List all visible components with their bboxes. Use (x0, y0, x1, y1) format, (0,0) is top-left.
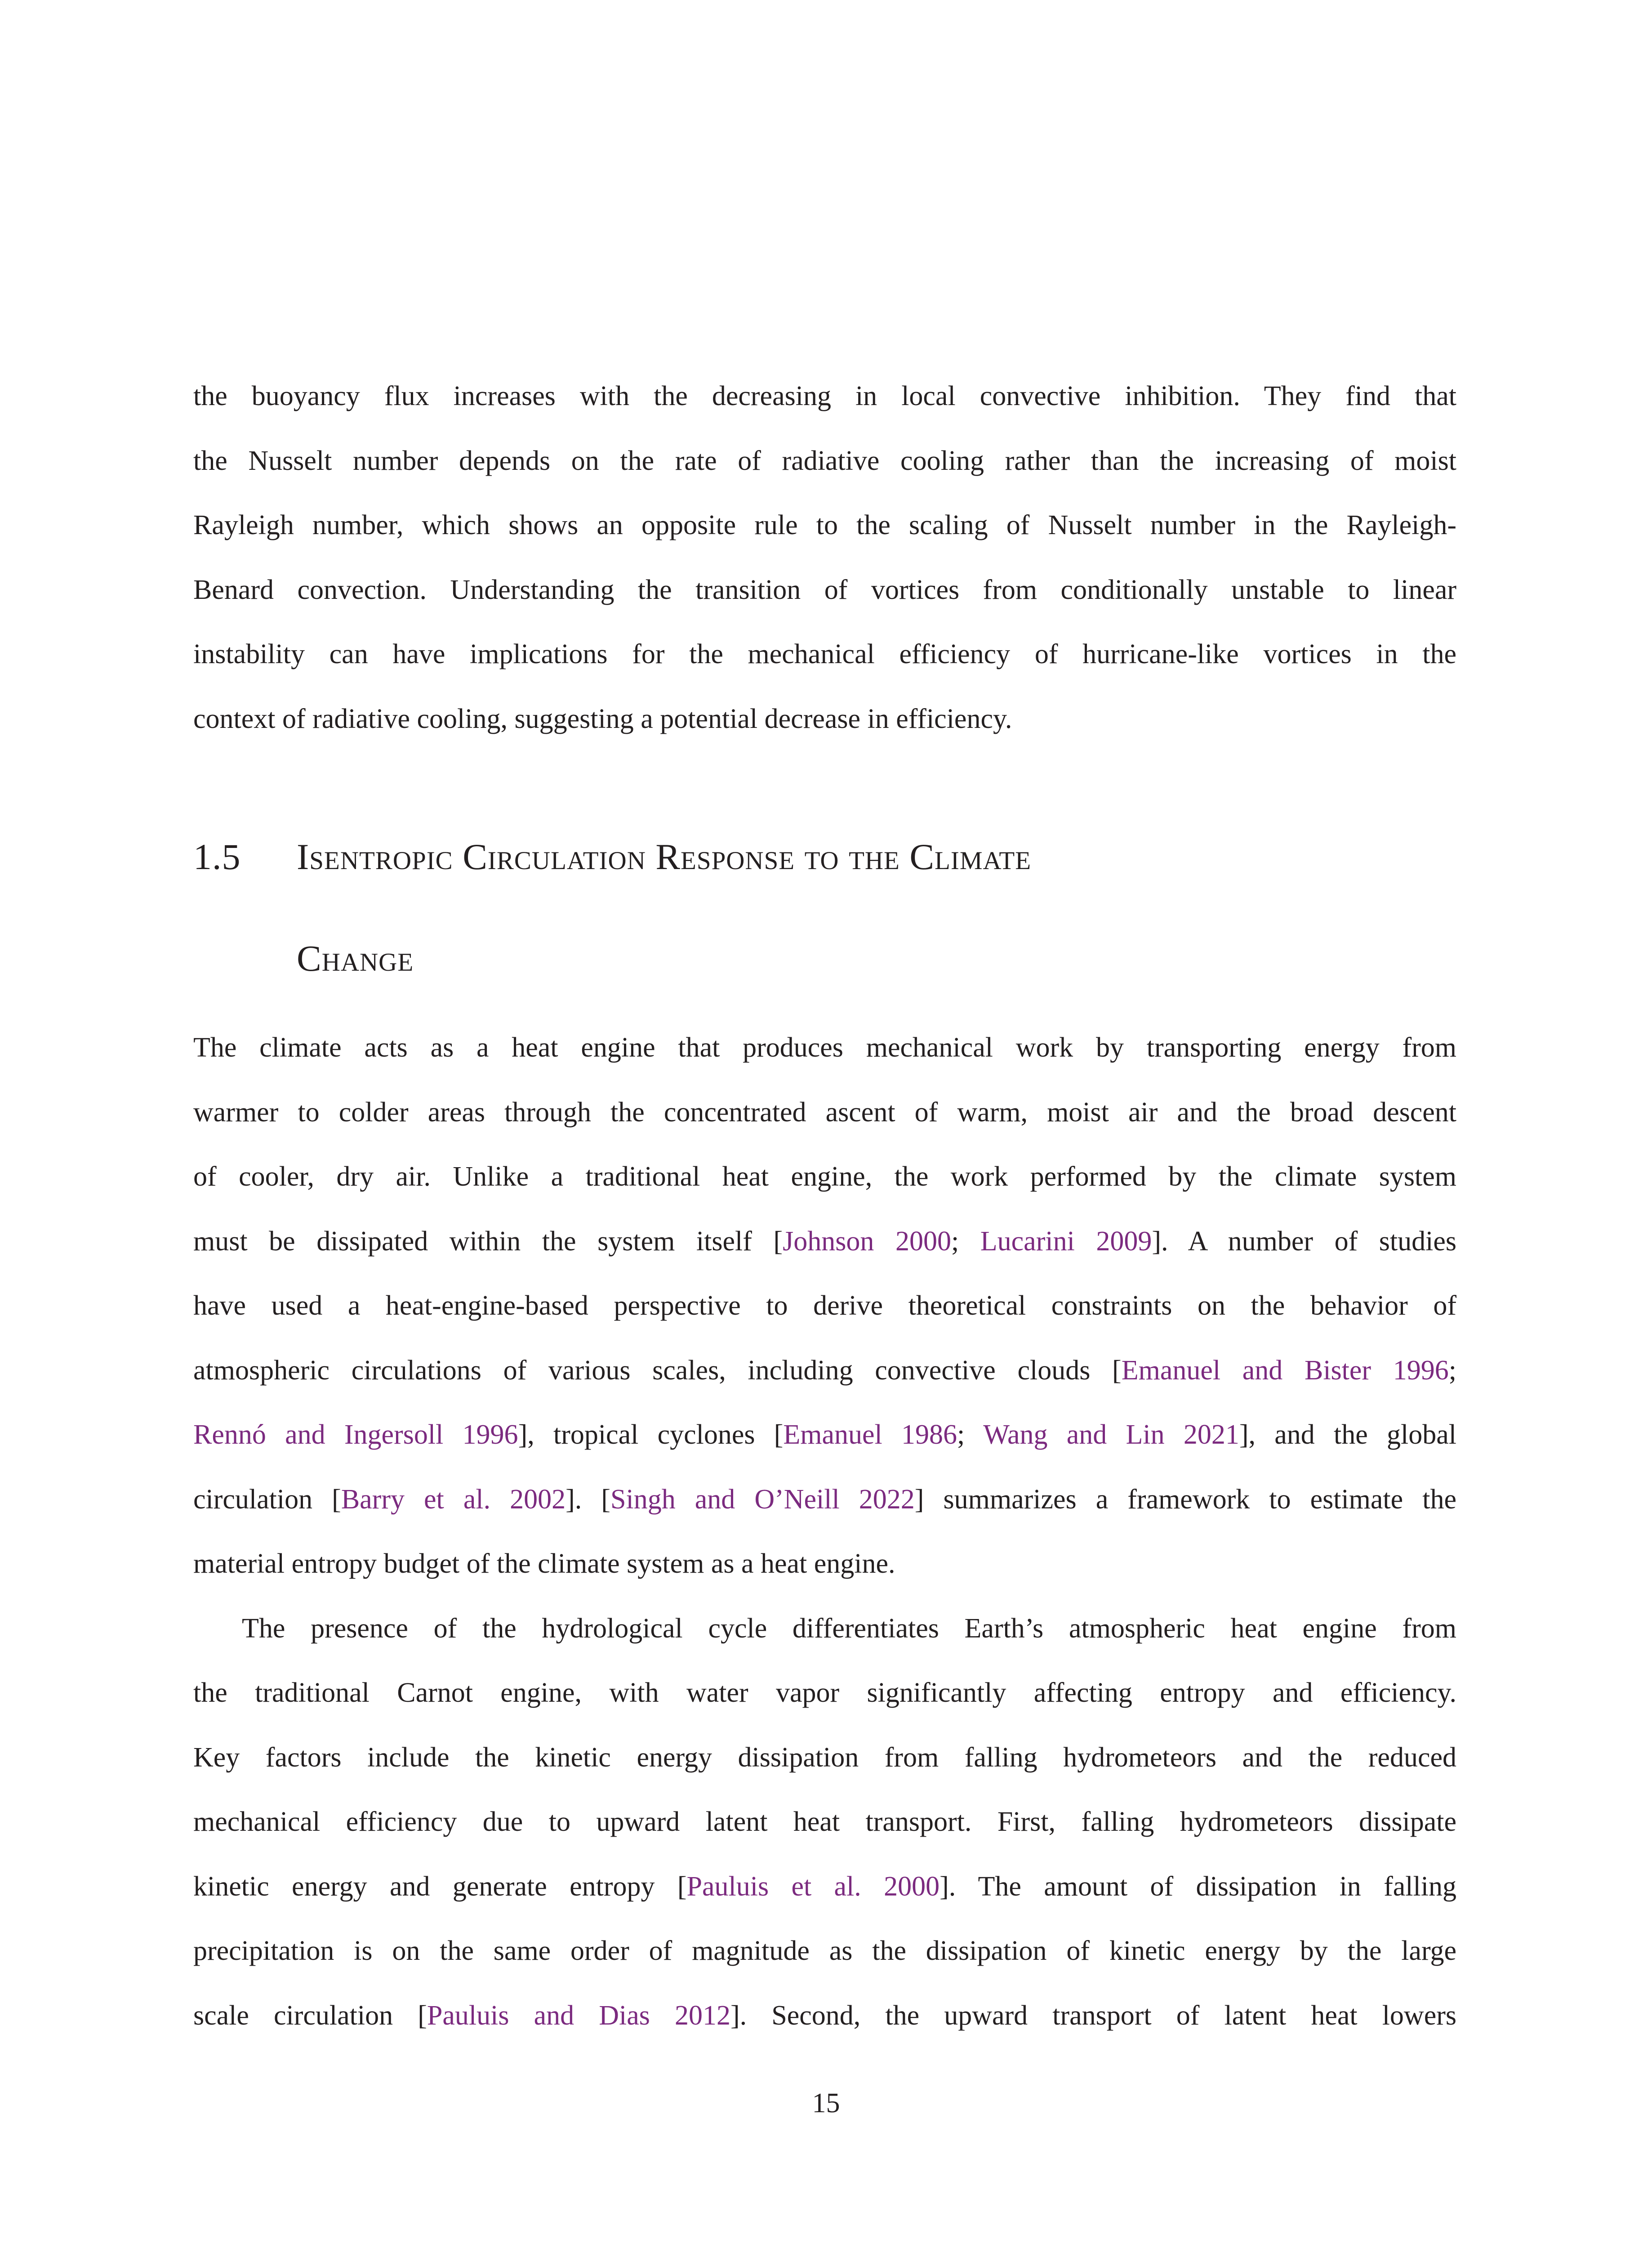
citation-link[interactable]: Rennó and Ingersoll 1996 (193, 1419, 518, 1450)
text-line: instability can have implications for the mechanical efficiency of hurricane-like vortices in the (193, 639, 1456, 669)
text-line: context of radiative cooling, suggesting a potential decrease in efficiency. (193, 703, 1012, 734)
section-title-line-2: Change (297, 938, 414, 979)
citation-link[interactable]: Pauluis et al. 2000 (686, 1871, 940, 1902)
text-line: have used a heat-engine-based perspective to derive theoretical constraints on the behavior of (193, 1290, 1456, 1321)
text-line: kinetic energy and generate entropy [Pauluis et al. 2000]. The amount of dissipation in falling (193, 1871, 1456, 1902)
text-line: Key factors include the kinetic energy dissipation from falling hydrometeors and the reduced (193, 1742, 1456, 1773)
section-number: 1.5 (193, 836, 241, 877)
text-line: Rennó and Ingersoll 1996], tropical cyclones [Emanuel 1986; Wang and Lin 2021], and the global (193, 1419, 1457, 1450)
text-line: of cooler, dry air. Unlike a traditional heat engine, the work performed by the climate system (193, 1161, 1456, 1192)
intro-paragraph (193, 364, 1456, 751)
citation-link[interactable]: Lucarini 2009 (980, 1226, 1152, 1257)
page-body (193, 364, 1456, 2048)
text-line: scale circulation [Pauluis and Dias 2012]. Second, the upward transport of latent heat lowers (193, 2000, 1456, 2031)
text-line: precipitation is on the same order of magnitude as the dissipation of kinetic energy by the large (193, 1936, 1456, 1966)
text-line: The presence of the hydrological cycle differentiates Earth’s atmospheric heat engine from (242, 1613, 1456, 1644)
text-line: the buoyancy flux increases with the decreasing in local convective inhibition. They find that (193, 381, 1456, 411)
paragraph-hydrological-cycle (193, 1597, 1456, 2048)
citation-link[interactable]: Emanuel and Bister 1996 (1121, 1355, 1449, 1386)
text-line: the traditional Carnot engine, with water vapor significantly affecting entropy and efficiency. (193, 1677, 1456, 1708)
section-heading (193, 806, 1456, 1009)
text-line: circulation [Barry et al. 2002]. [Singh and O’Neill 2022] summarizes a framework to estimate the (193, 1484, 1456, 1515)
section-title-line-1: Isentropic Circulation Response to the Climate (297, 836, 1032, 877)
text-line: the Nusselt number depends on the rate of radiative cooling rather than the increasing of moist (193, 445, 1456, 476)
citation-link[interactable]: Barry et al. 2002 (341, 1484, 566, 1515)
paragraph-heat-engine (193, 1016, 1456, 1597)
text-line: Rayleigh number, which shows an opposite rule to the scaling of Nusselt number in the Rayleigh- (193, 510, 1456, 540)
text-line: mechanical efficiency due to upward latent heat transport. First, falling hydrometeors dissipate (193, 1806, 1456, 1837)
text-line: Benard convection. Understanding the transition of vortices from conditionally unstable to linear (193, 574, 1456, 605)
page-number: 15 (812, 2088, 840, 2119)
citation-link[interactable]: Johnson 2000 (783, 1226, 951, 1257)
text-line: warmer to colder areas through the concentrated ascent of warm, moist air and the broad descent (193, 1097, 1456, 1128)
text-line: The climate acts as a heat engine that produces mechanical work by transporting energy from (193, 1032, 1456, 1063)
text-line: must be dissipated within the system itself [Johnson 2000; Lucarini 2009]. A number of studies (193, 1226, 1457, 1257)
citation-link[interactable]: Singh and O’Neill 2022 (610, 1484, 915, 1515)
citation-link[interactable]: Emanuel 1986 (783, 1419, 957, 1450)
text-line: material entropy budget of the climate system as a heat engine. (193, 1548, 895, 1579)
citation-link[interactable]: Pauluis and Dias 2012 (427, 2000, 730, 2031)
text-line: atmospheric circulations of various scales, including convective clouds [Emanuel and Bister 1996; (193, 1355, 1457, 1386)
citation-link[interactable]: Wang and Lin 2021 (983, 1419, 1239, 1450)
